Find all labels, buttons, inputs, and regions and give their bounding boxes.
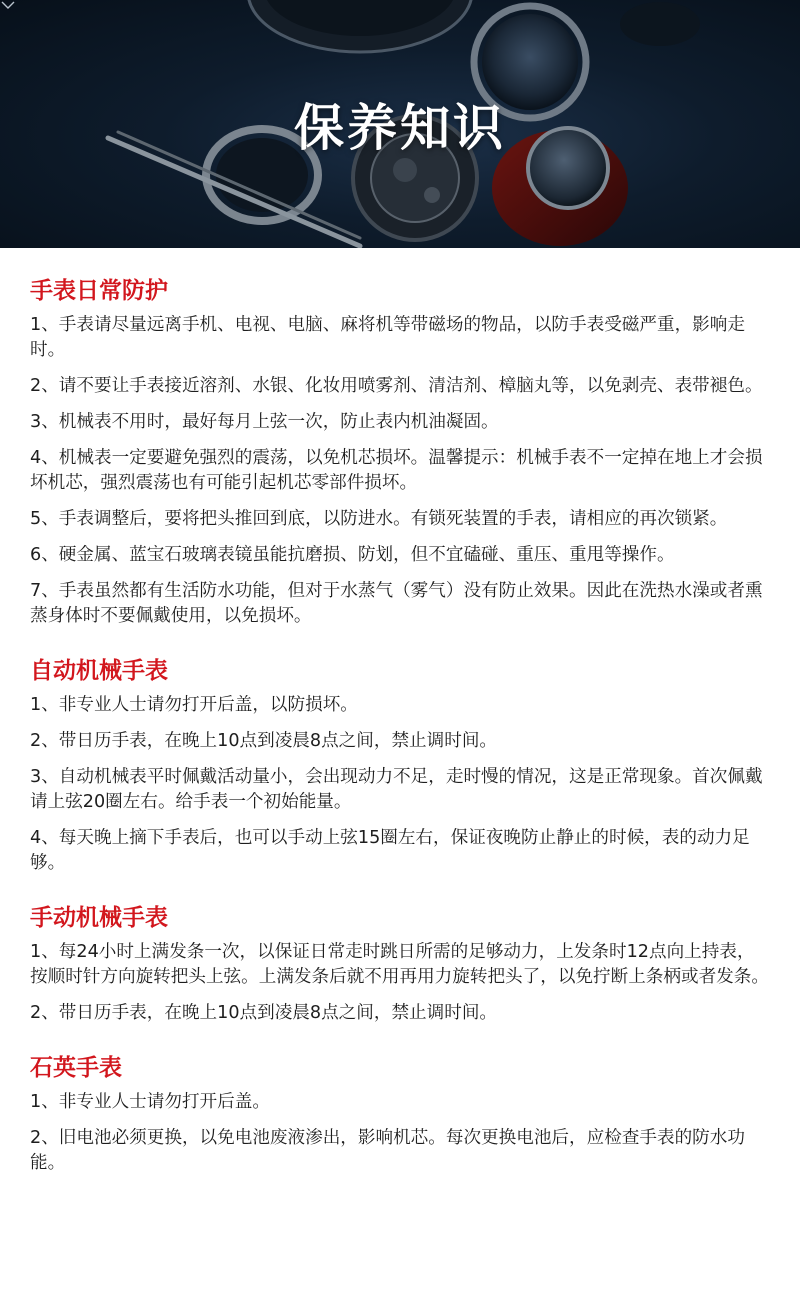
- list-item: 3、机械表不用时，最好每月上弦一次，防止表内机油凝固。: [30, 412, 499, 432]
- banner-title: 保养知识: [294, 99, 506, 157]
- section-title: 手动机械手表: [30, 905, 168, 931]
- section-automatic-watch: [30, 655, 770, 876]
- list-item: 2、带日历手表，在晚上10点到凌晨8点之间，禁止调时间。: [30, 731, 498, 751]
- section-daily-protection: [30, 275, 770, 629]
- list-item: 2、带日历手表，在晚上10点到凌晨8点之间，禁止调时间。: [30, 1003, 498, 1023]
- list-item: 1、手表请尽量远离手机、电视、电脑、麻将机等带磁场的物品，以防手表受磁严重，影响走时。: [30, 315, 745, 360]
- list-item: 7、手表虽然都有生活防水功能，但对于水蒸气（雾气）没有防止效果。因此在洗热水澡或者熏蒸身体时不要佩戴使用，以免损坏。: [30, 581, 763, 626]
- section-quartz-watch: [30, 1052, 770, 1176]
- chevron-down-icon[interactable]: [0, 0, 16, 10]
- hero-banner: [0, 0, 800, 248]
- list-item: 1、非专业人士请勿打开后盖。: [30, 1092, 270, 1112]
- list-item: 3、自动机械表平时佩戴活动量小，会出现动力不足，走时慢的情况，这是正常现象。首次佩戴请上弦20圈左右。给手表一个初始能量。: [30, 767, 763, 812]
- list-item: 4、机械表一定要避免强烈的震荡，以免机芯损坏。温馨提示：机械手表不一定掉在地上才会损坏机芯，强烈震荡也有可能引起机芯零部件损坏。: [30, 448, 763, 493]
- section-title: 自动机械手表: [30, 658, 168, 684]
- section-title: 手表日常防护: [30, 278, 168, 304]
- section-manual-watch: [30, 902, 770, 1026]
- care-guide-content: [0, 248, 800, 1176]
- list-item: 6、硬金属、蓝宝石玻璃表镜虽能抗磨损、防划，但不宜磕碰、重压、重甩等操作。: [30, 545, 675, 565]
- list-item: 2、请不要让手表接近溶剂、水银、化妆用喷雾剂、清洁剂、樟脑丸等，以免剥壳、表带褪色。: [30, 376, 763, 396]
- section-title: 石英手表: [30, 1055, 122, 1081]
- list-item: 4、每天晚上摘下手表后，也可以手动上弦15圈左右，保证夜晚防止静止的时候，表的动力足够。: [30, 828, 750, 873]
- list-item: 1、非专业人士请勿打开后盖，以防损坏。: [30, 695, 358, 715]
- list-item: 2、旧电池必须更换，以免电池废液渗出，影响机芯。每次更换电池后，应检查手表的防水功能。: [30, 1128, 745, 1173]
- list-item: 5、手表调整后，要将把头推回到底，以防进水。有锁死装置的手表，请相应的再次锁紧。: [30, 509, 728, 529]
- list-item: 1、每24小时上满发条一次，以保证日常走时跳日所需的足够动力，上发条时12点向上持表，按顺时针方向旋转把头上弦。上满发条后就不用再用力旋转把头了，以免拧断上条柄或者发条。: [30, 942, 769, 987]
